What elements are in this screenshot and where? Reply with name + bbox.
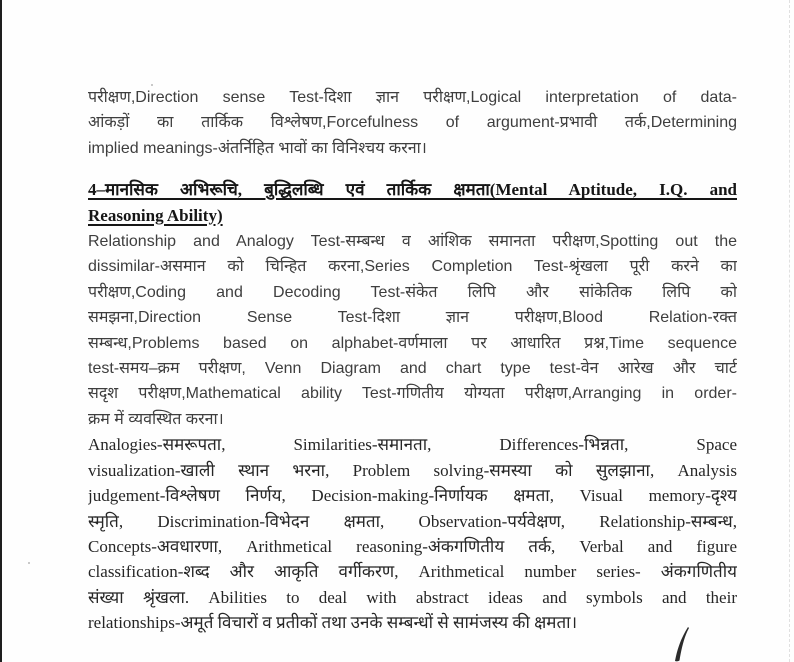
text-line: समझना,Direction Sense Test-दिशा ज्ञान परीक्षण,Blood Relation-रक्त: [88, 309, 737, 327]
heading-line: 4–मानसिक अभिरूचि, बुद्धिलब्धि एवं तार्किक क्षमता(Mental Aptitude, I.Q. and: [88, 180, 737, 200]
text-line: स्मृति, Discrimination-विभेदन क्षमता, Observation-पर्यवेक्षण, Relationship-सम्बन्ध,: [88, 511, 737, 531]
text-line: संख्या श्रृंखला. Abilities to deal with abstract ideas and symbols and their: [88, 587, 737, 607]
text-line: relationships-अमूर्त विचारों व प्रतीकों तथा उनके सम्बन्धों से सामंजस्य की क्षमता।: [88, 613, 578, 633]
pen-stroke-mark: [670, 626, 696, 662]
text-line: आंकड़ों का तार्किक विश्लेषण,Forcefulness of argument-प्रभावी तर्क,Determining: [88, 114, 737, 132]
page-left-border-line: [0, 0, 2, 662]
text-line: क्रम में व्यवस्थित करना।: [88, 410, 224, 428]
text-line: Relationship and Analogy Test-सम्बन्ध व आंशिक समानता परीक्षण,Spotting out the: [88, 233, 737, 251]
paragraph-logical-tests-continued: [88, 85, 737, 161]
scan-right-edge-artifact: [789, 0, 790, 662]
text-line: परीक्षण,Direction sense Test-दिशा ज्ञान परीक्षण,Logical interpretation of data-: [88, 89, 737, 106]
text-line: dissimilar-असमान को चिन्हित करना,Series Completion Test-श्रृंखला पूरी करने का: [88, 258, 737, 276]
text-line: classification-शब्द और आकृति वर्गीकरण, Arithmetical number series- अंकगणितीय: [88, 562, 737, 582]
section-heading-mental-aptitude: [88, 177, 737, 228]
scan-speck: [28, 562, 30, 564]
heading-line: Reasoning Ability): [88, 205, 223, 225]
text-line: judgement-विश्लेषण निर्णय, Decision-making-निर्णायक क्षमता, Visual memory-दृश्य: [88, 486, 737, 506]
text-line: visualization-खाली स्थान भरना, Problem solving-समस्या को सुलझाना, Analysis: [88, 460, 737, 480]
text-line: सम्बन्ध,Problems based on alphabet-वर्णमाला पर आधारित प्रश्न,Time sequence: [88, 334, 737, 352]
paragraph-reasoning-test-list: [88, 229, 737, 432]
text-line: implied meanings-अंतर्निहित भावों का विनिश्चय करना।: [88, 139, 427, 157]
text-line: सदृश परीक्षण,Mathematical ability Test-गणितीय योग्यता परीक्षण,Arranging in order-: [88, 385, 737, 403]
document-text-block: [88, 85, 737, 636]
text-line: test-समय–क्रम परीक्षण, Venn Diagram and chart type test-वेन आरेख और चार्ट: [88, 360, 737, 378]
text-line: परीक्षण,Coding and Decoding Test-संकेत लिपि और सांकेतिक लिपि को: [88, 283, 737, 301]
text-line: Analogies-समरूपता, Similarities-समानता, Differences-भिन्नता, Space: [88, 435, 737, 455]
paragraph-aptitude-abilities-list: [88, 432, 737, 635]
text-line: Concepts-अवधारणा, Arithmetical reasoning-अंकगणितीय तर्क, Verbal and figure: [88, 536, 737, 556]
